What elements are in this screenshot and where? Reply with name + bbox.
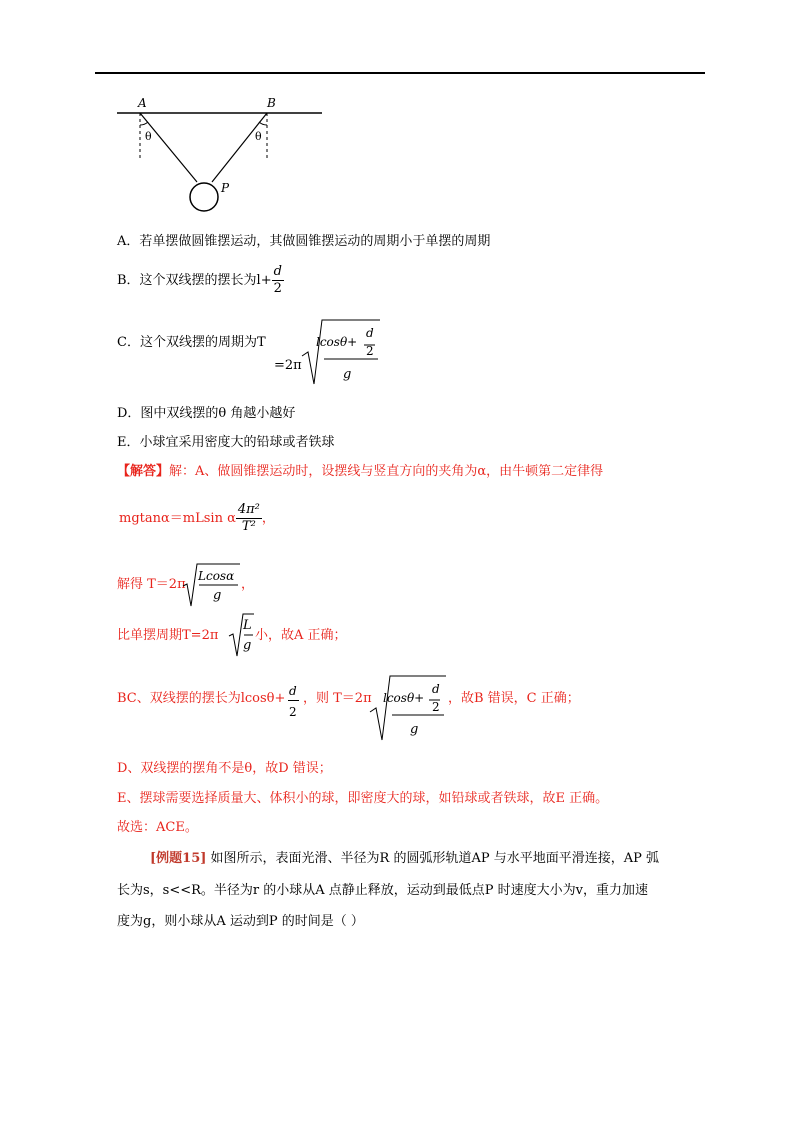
solution-line-2-suffix: ， [261,511,275,526]
solution-text-1: 解：A、做圆锥摆运动时，设摆线与竖直方向的夹角为α，由牛顿第二定律得 [169,464,604,479]
solution-line-5 [117,690,285,708]
label-p: P [221,181,230,195]
solution-line-7: E、摆球需要选择质量大、体积小的球，即密度大的球，如铅球或者铁球，故E 正确。 [117,791,609,806]
s5-g: g [410,722,419,737]
fraction-denominator: 2 [273,281,282,296]
option-c-label: C．这个双线摆的周期为T [117,335,266,350]
label-b: B [267,96,276,110]
solution-answer: 故选：ACE。 [117,820,198,835]
fraction-d-over-2 [272,264,284,297]
c-lcos-term: lcosθ+ [316,335,358,349]
solution-line-2-prefix: mgtanα＝mLsin α [119,511,236,526]
s3-denominator: g [213,588,222,603]
double-pendulum-figure [115,92,330,217]
fraction-4pi2-over-T2 [236,502,262,535]
solution-line-5-prefix: BC、双线摆的摆长为lcosθ+ [117,691,286,706]
solution-line-3-suffix: ， [241,577,255,592]
label-a: A [138,96,147,110]
s5-bar [288,700,299,701]
solution-line-5-mid: ，则 T＝2π [303,691,372,706]
option-a: A．若单摆做圆锥摆运动，其做圆锥摆运动的周期小于单摆的周期 [117,234,491,249]
solution-line-4-prefix: 比单摆周期T=2π [117,628,219,643]
example-tag: [例题15] [150,851,207,866]
option-b [117,264,284,297]
s5-inner-d: d [432,682,440,696]
header-rule [95,72,705,74]
example-line-3: 度为g，则小球从A 运动到P 的时间是（ ） [117,914,364,929]
solution-line-6: D、双线摆的摆角不是θ，故D 错误； [117,761,332,776]
solution-line-3-prefix: 解得 T＝2π [117,577,186,592]
angle-arc-a [140,122,148,125]
string-b [212,113,267,182]
solution-line-4 [117,627,218,645]
fraction-numerator: 4π² [237,502,260,517]
solution-line-2 [119,502,275,535]
solution-line-5-suffix: ，故B 错误，C 正确； [448,691,580,706]
label-theta-a: θ [145,130,152,143]
s4-numerator: L [243,618,252,633]
option-d: D．图中双线摆的θ 角越小越好 [117,406,296,421]
s5-lcos-term: lcosθ+ [383,691,425,705]
s5-d: d [289,684,297,698]
example-text-1: 如图所示，表面光滑、半径为R 的圆弧形轨道AP 与水平地面平滑连接，AP 弧 [206,851,659,866]
option-b-text: B．这个双线摆的摆长为l+ [117,273,272,288]
example-line-1 [150,850,659,868]
ball-p [190,183,218,211]
s3-numerator: Lcosα [198,569,235,583]
solution-line-4-suffix: 小，故A 正确； [255,628,347,643]
s5-two: 2 [289,705,297,719]
c-two: 2 [366,344,374,358]
solution-line-1 [117,463,603,481]
string-a [140,113,197,182]
fraction-numerator: d [273,264,282,279]
label-theta-b: θ [255,130,262,143]
c-g: g [343,367,352,382]
c-d: d [366,326,374,340]
s5-inner-two: 2 [432,700,440,714]
option-c-eq: =2π [274,358,302,373]
option-e: E．小球宜采用密度大的铅球或者铁球 [117,435,335,450]
fraction-denominator: T² [241,519,256,534]
solution-tag: 【解答】 [117,464,170,479]
example-line-2: 长为s，s<<R。半径为r 的小球从A 点静止释放，运动到最低点P 时速度大小为v，重力加速 [117,883,649,898]
s4-denominator: g [243,638,252,653]
solution-line-3 [117,576,186,594]
angle-arc-b [259,122,267,125]
